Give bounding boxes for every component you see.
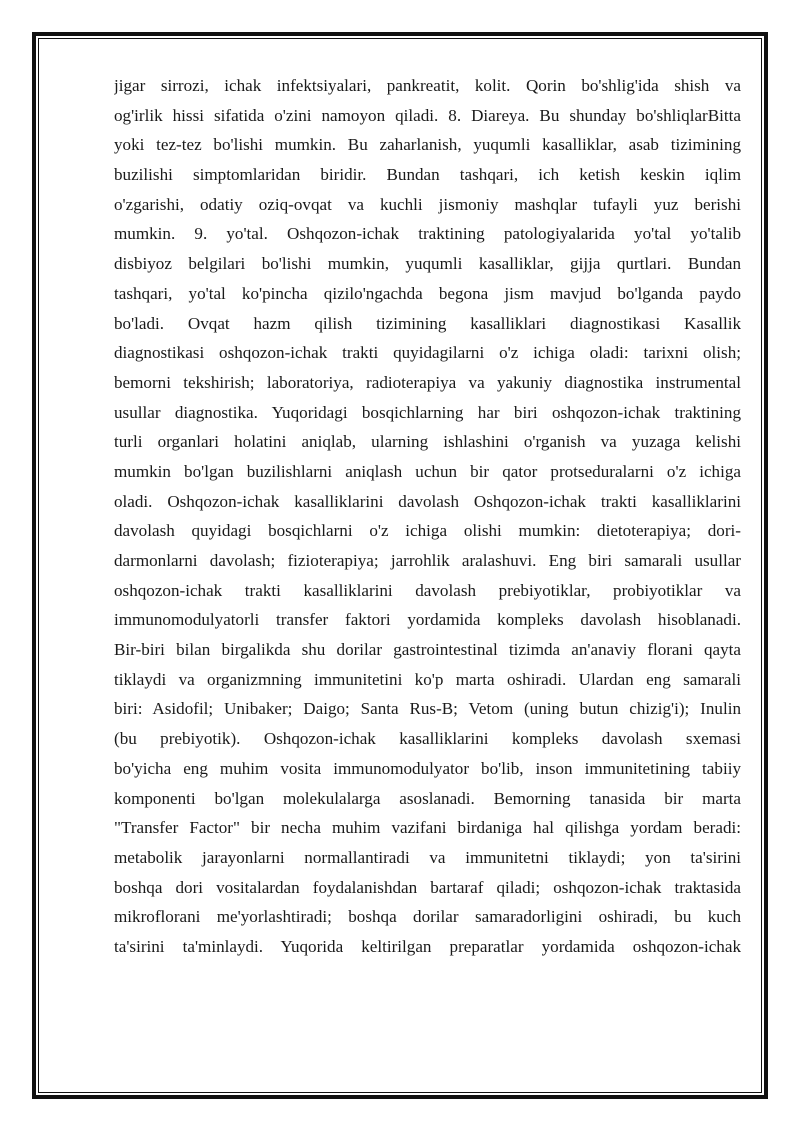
text-line: mikroflorani me'yorlashtiradi; boshqa dorilar samaradorligini oshiradi, bu kuch — [114, 907, 741, 927]
text-line: bo'ladi. Ovqat hazm qilish tizimining kasalliklari diagnostikasi Kasallik — [114, 313, 741, 333]
text-line: mumkin bo'lgan buzilishlarni aniqlash uchun bir qator protseduralarni o'z ichiga — [114, 461, 741, 481]
document-body — [114, 71, 741, 962]
text-line: oladi. Oshqozon-ichak kasalliklarini davolash Oshqozon-ichak trakti kasalliklarini — [114, 491, 741, 511]
text-line: tashqari, yo'tal ko'pincha qizilo'ngachda begona jism mavjud bo'lganda paydo — [114, 283, 741, 303]
text-line: bo'yicha eng muhim vosita immunomodulyator bo'lib, inson immunitetining tabiiy — [114, 758, 741, 778]
text-line: turli organlari holatini aniqlab, ularning ishlashini o'rganish va yuzaga kelishi — [114, 432, 741, 452]
text-line: mumkin. 9. yo'tal. Oshqozon-ichak traktining patologiyalarida yo'tal yo'talib — [114, 224, 741, 244]
text-line: tiklaydi va organizmning immunitetini ko'p marta oshiradi. Ulardan eng samarali — [114, 669, 741, 689]
text-line: buzilishi simptomlaridan biridir. Bundan tashqari, ich ketish keskin iqlim — [114, 165, 741, 185]
text-line: o'zgarishi, odatiy oziq-ovqat va kuchli jismoniy mashqlar tufayli yuz berishi — [114, 194, 741, 214]
text-line: davolash quyidagi bosqichlarni o'z ichiga olishi mumkin: dietoterapiya; dori- — [114, 521, 741, 541]
text-line: ta'sirini ta'minlaydi. Yuqorida keltirilgan preparatlar yordamida oshqozon-ichak — [114, 936, 741, 956]
text-line: immunomodulyatorli transfer faktori yordamida kompleks davolash hisoblanadi. — [114, 610, 741, 630]
text-line: biri: Asidofil; Unibaker; Daigo; Santa Rus-B; Vetom (uning butun chizig'i); Inulin — [114, 699, 741, 719]
text-line: (bu prebiyotik). Oshqozon-ichak kasalliklarini kompleks davolash sxemasi — [114, 729, 741, 749]
text-line: yoki tez-tez bo'lishi mumkin. Bu zaharlanish, yuqumli kasalliklar, asab tizimining — [114, 135, 741, 155]
text-line: jigar sirrozi, ichak infektsiyalari, pankreatit, kolit. Qorin bo'shlig'ida shish va — [114, 76, 741, 95]
text-line: "Transfer Factor" bir necha muhim vazifani birdaniga hal qilishga yordam beradi: — [114, 818, 741, 838]
text-line: oshqozon-ichak trakti kasalliklarini davolash prebiyotiklar, probiyotiklar va — [114, 580, 741, 600]
text-line: boshqa dori vositalardan foydalanishdan bartaraf qiladi; oshqozon-ichak traktasida — [114, 877, 741, 897]
text-line: og'irlik hissi sifatida o'zini namoyon qiladi. 8. Diareya. Bu shunday bo'shliqlarBitta — [114, 105, 741, 125]
text-line: bemorni tekshirish; laboratoriya, radioterapiya va yakuniy diagnostika instrumental — [114, 372, 741, 392]
text-line: darmonlarni davolash; fizioterapiya; jarrohlik aralashuvi. Eng biri samarali usullar — [114, 551, 741, 570]
text-line: diagnostikasi oshqozon-ichak trakti quyidagilarni o'z ichiga oladi: tarixni olish; — [114, 343, 741, 363]
text-line: usullar diagnostika. Yuqoridagi bosqichlarning har biri oshqozon-ichak traktining — [114, 402, 741, 422]
text-line: komponenti bo'lgan molekulalarga asoslanadi. Bemorning tanasida bir marta — [114, 788, 741, 808]
text-line: disbiyoz belgilari bo'lishi mumkin, yuqumli kasalliklar, gijja qurtlari. Bundan — [114, 254, 741, 274]
text-line: metabolik jarayonlarni normallantiradi va immunitetni tiklaydi; yon ta'sirini — [114, 847, 741, 867]
text-line: Bir-biri bilan birgalikda shu dorilar gastrointestinal tizimda an'anaviy florani qayta — [114, 640, 741, 660]
